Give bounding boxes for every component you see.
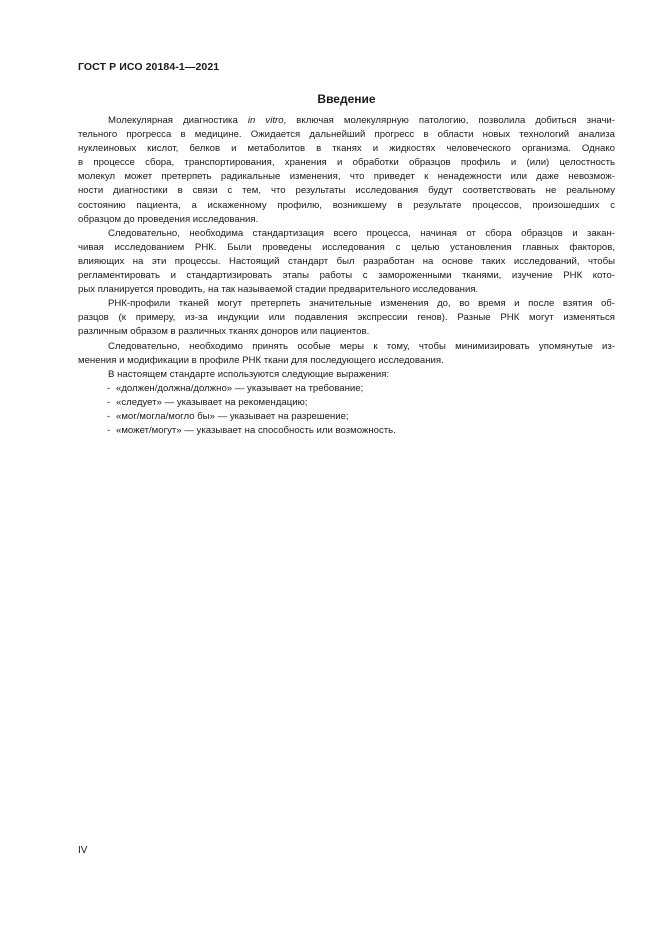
text-run: нуклеиновых кислот, белков и метаболитов в тканях и жидкостях человеческого организма. Однако xyxy=(78,143,615,155)
list-item-text: «может/могут» — указывает на способность или возможность. xyxy=(116,425,396,437)
paragraph-line xyxy=(78,340,615,354)
list-item-text: «должен/должна/должно» — указывает на требование; xyxy=(116,382,364,394)
text-run: , включая молекулярную патологию, позволила добиться значи- xyxy=(283,115,615,126)
list-item-text: «мог/могла/могло бы» — указывает на разрешение; xyxy=(116,410,349,422)
document-header: ГОСТ Р ИСО 20184-1—2021 xyxy=(78,61,220,73)
list-marker: - xyxy=(107,410,111,422)
text-run: образцом до проведения исследования. xyxy=(78,213,259,225)
text-run: молекул может претерпеть радикальные изменения, что приведет к ненадежности или даже невозмож- xyxy=(78,171,615,183)
text-run: состоянию пациента, а искаженному профилю, возникшему в результате процессов, произошедших с xyxy=(78,199,615,211)
text-run: Следовательно, необходимо принять особые меры к тому, чтобы минимизировать упомянутые из- xyxy=(108,340,615,352)
paragraph-line xyxy=(78,297,615,311)
paragraph-line xyxy=(78,283,615,297)
paragraph-line xyxy=(78,354,615,368)
list-item xyxy=(78,382,615,396)
text-run: разцов (к примеру, из-за индукции или подавления экспрессии генов). Разные РНК могут изменяться xyxy=(78,312,615,324)
expression-list xyxy=(78,382,615,438)
paragraph-line xyxy=(78,368,615,382)
list-marker: - xyxy=(107,396,111,408)
paragraph xyxy=(78,297,615,339)
paragraph-line xyxy=(78,199,615,213)
document-body xyxy=(78,114,615,438)
text-run: тельного прогресса в медицине. Ожидается дальнейший прогресс в области новых технологий анализа xyxy=(78,129,615,141)
list-marker: - xyxy=(107,382,111,394)
text-run: В настоящем стандарте используются следующие выражения: xyxy=(108,368,390,380)
list-marker: - xyxy=(107,425,111,437)
paragraph xyxy=(78,114,615,227)
paragraph-line xyxy=(78,325,615,339)
paragraph xyxy=(78,227,615,297)
paragraph xyxy=(78,368,615,382)
text-run: влияющих на эти процессы. Настоящий стандарт был разработан на основе таких исследований, чтобы xyxy=(78,255,615,267)
paragraph-line xyxy=(78,227,615,241)
list-item-text: «следует» — указывает на рекомендацию; xyxy=(116,396,308,408)
text-run: Следовательно, необходима стандартизация всего процесса, начиная от сбора образцов и закан- xyxy=(108,227,615,239)
text-run: in vitro xyxy=(247,115,284,126)
text-run: чивая исследованием РНК. Были проведены исследования с целью установления главных факторов, xyxy=(78,241,615,253)
section-title: Введение xyxy=(317,92,376,106)
text-run: РНК-профили тканей могут претерпеть значительные изменения до, во время и после взятия об- xyxy=(108,298,615,310)
paragraph-container xyxy=(78,114,615,382)
page-number: IV xyxy=(78,845,88,856)
text-run: менения и модификации в профиле РНК ткани для последующего исследования. xyxy=(78,354,444,366)
paragraph-line xyxy=(78,142,615,156)
text-run: ности диагностики в связи с тем, что результаты исследования будут соответствовать не реальному xyxy=(78,185,615,197)
paragraph-line xyxy=(78,184,615,198)
text-run: рых планируется проводить, на так называемой стадии предварительного исследования. xyxy=(78,284,479,296)
paragraph xyxy=(78,340,615,368)
paragraph-line xyxy=(78,241,615,255)
paragraph-line xyxy=(78,269,615,283)
text-run: различным образом в различных тканях доноров или пациентов. xyxy=(78,326,370,338)
list-item xyxy=(78,396,615,410)
text-run: в процессе сбора, транспортирования, хранения и обработки образцов профиль и (или) целостность xyxy=(78,157,615,169)
paragraph-line xyxy=(78,114,615,128)
paragraph-line xyxy=(78,170,615,184)
paragraph-line xyxy=(78,128,615,142)
paragraph-line xyxy=(78,156,615,170)
text-run: регламентировать и стандартизировать этапы работы с замороженными тканями, изучение РНК кото- xyxy=(78,270,615,282)
list-item xyxy=(78,424,615,438)
paragraph-line xyxy=(78,213,615,227)
list-item xyxy=(78,410,615,424)
paragraph-line xyxy=(78,311,615,325)
paragraph-line xyxy=(78,255,615,269)
text-run: Молекулярная диагностика xyxy=(108,115,248,126)
